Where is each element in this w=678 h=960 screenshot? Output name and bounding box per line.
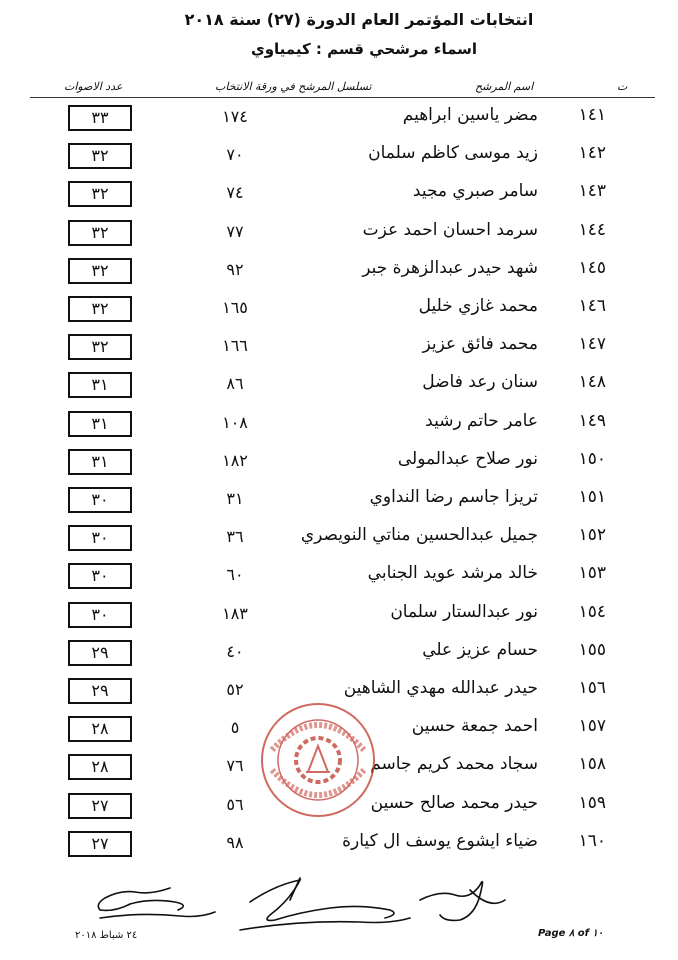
candidate-name-cell: عامر حاتم رشيد [425,410,538,431]
table-row [0,673,678,703]
table-row [0,826,678,856]
candidate-name-cell: زيد موسى كاظم سلمان [368,143,538,164]
row-index-cell: ١٥٣ [578,563,606,584]
table-row [0,291,678,321]
ballot-seq-cell: ١٦٦ [222,336,248,356]
votes-box: ٢٩ [68,640,132,666]
ballot-seq-cell: ٥ [230,718,240,738]
ballot-seq-cell: ٥٢ [226,680,244,699]
ballot-seq-cell: ٧٧ [226,221,244,241]
candidate-name-cell: خالد مرشد عويد الجنابي [367,563,538,584]
document-subtitle: اسماء مرشحي قسم : كيمياوي [250,40,478,58]
candidate-name-cell: محمد غازي خليل [418,296,538,316]
votes-box: ٢٨ [68,754,132,780]
candidate-name-cell: حيدر عبدالله مهدي الشاهين [343,678,538,698]
table-row [0,444,678,474]
ballot-seq-cell: ٣٦ [226,527,244,547]
candidate-name-cell: شهد حيدر عبدالزهرة جبر [362,257,538,278]
candidate-name-cell: محمد فائق عزيز [422,334,538,355]
row-index-cell: ١٤٦ [578,296,606,316]
row-index-cell: ١٤٧ [578,334,606,355]
row-index-cell: ١٥٩ [578,792,606,813]
candidate-name-cell: تريزا جاسم رضا النداوي [369,487,538,507]
votes-box: ٣٠ [68,563,132,589]
ballot-seq-cell: ٧٦ [226,756,244,776]
table-row [0,635,678,665]
row-index-cell: ١٥٥ [578,639,606,660]
name-column-header: اسم المرشح [475,80,534,93]
row-index-cell: ١٤٩ [578,410,606,431]
table-row [0,367,678,397]
votes-box: ٢٨ [68,716,132,742]
ballot-seq-cell: ٦٠ [226,565,244,585]
votes-box: ٣٣ [68,105,132,131]
votes-box: ٣١ [68,449,132,475]
table-row [0,520,678,550]
candidate-name-cell: حيدر محمد صالح حسين [370,792,538,813]
ballot-seq-cell: ٣١ [226,489,244,508]
table-row [0,138,678,168]
votes-column-header: عدد الاصوات [64,80,123,93]
votes-box: ٣٢ [68,334,132,360]
row-index-cell: ١٥٨ [578,754,606,775]
table-header [40,80,650,98]
header-divider [30,97,655,98]
candidate-name-cell: نور عبدالستار سلمان [390,601,538,622]
candidate-name-cell: احمد جمعة حسين [411,716,538,737]
handwritten-signatures-icon [0,860,678,960]
votes-box: ٣٢ [68,181,132,207]
table-row [0,597,678,627]
votes-box: ٣٠ [68,487,132,513]
votes-box: ٣١ [68,372,132,398]
votes-box: ٣٢ [68,296,132,322]
ballot-seq-cell: ٤٠ [226,641,244,661]
ballot-seq-column-header: تسلسل المرشح في ورقة الانتخاب [215,80,372,93]
row-index-cell: ١٤١ [578,105,606,125]
table-row [0,406,678,436]
table-row [0,329,678,359]
index-column-header: ت [617,80,628,93]
table-row [0,215,678,245]
ballot-seq-cell: ١٧٤ [222,107,248,126]
document-title: انتخابات المؤتمر العام الدورة (٢٧) سنة ٢٠١٨ [184,10,534,29]
row-index-cell: ١٥١ [578,487,606,507]
votes-box: ٣١ [68,411,132,437]
table-row [0,482,678,512]
page-number: Page ٨ of ١٠ [538,928,604,939]
row-index-cell: ١٤٨ [578,372,606,393]
row-index-cell: ١٤٣ [578,181,606,202]
union-seal-stamp-icon [258,700,378,820]
row-index-cell: ١٥٠ [578,448,606,469]
candidate-name-cell: نور صلاح عبدالمولى [397,448,538,469]
ballot-seq-cell: ١٨٢ [222,450,248,470]
votes-box: ٣٠ [68,525,132,551]
row-index-cell: ١٥٢ [578,525,606,546]
votes-box: ٣٢ [68,220,132,246]
row-index-cell: ١٤٤ [578,219,606,240]
ballot-seq-cell: ٩٢ [226,259,244,279]
candidate-name-cell: سنان رعد فاضل [422,372,538,393]
candidate-name-cell: سامر صبري مجيد [412,181,538,202]
row-index-cell: ١٥٦ [578,678,606,698]
votes-box: ٣٠ [68,602,132,628]
ballot-seq-cell: ٨٦ [226,374,244,394]
row-index-cell: ١٤٥ [578,257,606,278]
row-index-cell: ١٦٠ [578,830,606,851]
candidate-name-cell: سجاد محمد كريم جاسم [370,754,538,775]
candidate-name-cell: حسام عزيز علي [422,639,538,660]
ballot-seq-cell: ١٠٨ [222,412,248,432]
ballot-seq-cell: ٩٨ [226,832,244,852]
ballot-seq-cell: ١٦٥ [222,298,248,317]
ballot-seq-cell: ٧٠ [226,145,244,165]
table-row [0,253,678,283]
table-row [0,558,678,588]
votes-box: ٢٧ [68,793,132,819]
document-date: ٢٤ شباط ٢٠١٨ [75,930,138,941]
row-index-cell: ١٤٢ [578,143,606,164]
candidate-name-cell: جميل عبدالحسين مناتي النويصري [300,525,538,546]
table-row [0,100,678,130]
candidate-name-cell: سرمد احسان احمد عزت [362,219,538,240]
votes-box: ٣٢ [68,143,132,169]
votes-box: ٣٢ [68,258,132,284]
ballot-seq-cell: ٧٤ [226,183,244,203]
ballot-seq-cell: ٥٦ [226,794,244,814]
row-index-cell: ١٥٧ [578,716,606,737]
votes-box: ٢٧ [68,831,132,857]
ballot-seq-cell: ١٨٣ [222,603,248,623]
candidate-name-cell: مضر ياسين ابراهيم [402,105,538,125]
table-row [0,176,678,206]
candidate-name-cell: ضياء ايشوع يوسف ال كيارة [342,830,538,851]
votes-box: ٢٩ [68,678,132,704]
row-index-cell: ١٥٤ [578,601,606,622]
